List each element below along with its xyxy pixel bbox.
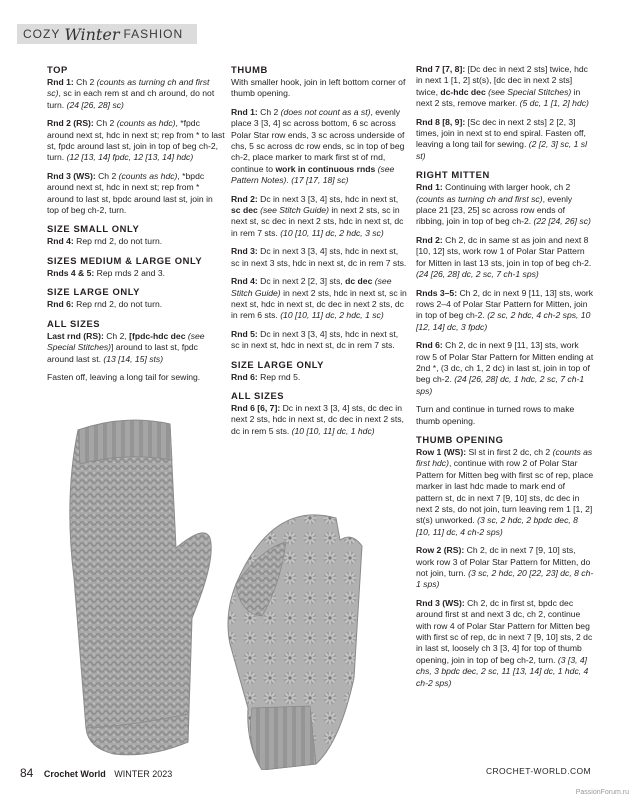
thumb-rnd7-8: Rnd 7 [7, 8]: [Dc dec in next 2 sts] twice, hdc in next 1 [1, 2] st(s), [dc dec in next 2 sts] twice, dc-hdc dec (see Special Stitches) in next 2 sts, remove marker. (5 dc, 1 [1, 2] hdc) <box>416 64 589 109</box>
watermark: PassionForum.ru <box>575 789 629 796</box>
heading-size-small: SIZE SMALL ONLY <box>47 223 140 235</box>
footer-site[interactable]: CROCHET-WORLD.COM <box>485 766 591 776</box>
heading-size-large: SIZE LARGE ONLY <box>47 286 141 298</box>
issue-label: WINTER 2023 <box>114 769 173 779</box>
thumb-opening-row2: Row 2 (RS): Ch 2, dc in next 7 [9, 10] sts, work row 3 of Polar Star Pattern for Mitten, do not join, turn. (3 sc, 2 hdc, 20 [22, 23] dc, 8 ch-1 sps) <box>416 545 594 590</box>
header-word-fashion: FASHION <box>123 27 184 41</box>
thumb-rnd8-9: Rnd 8 [8, 9]: [Sc dec in next 2 sts] 2 [2, 3] times, join in next st to end spiral. Fasten off, leaving a long tail for sewing. (2 [2, 3] sc, 1 sl st) <box>416 116 588 161</box>
column-3 <box>416 64 594 696</box>
header-word-winter: Winter <box>64 24 120 44</box>
thumb-intro: With smaller hook, join in left bottom corner of thumb opening. <box>231 77 406 99</box>
right-mitten <box>228 515 362 770</box>
heading-right-mitten: RIGHT MITTEN <box>416 169 490 181</box>
thumb-opening-rnd3: Rnd 3 (WS): Ch 2, dc in first st, bpdc dec around first st and next 3 dc, ch 2, continue with row 4 of Polar Star Pattern for Mitten beg with first sc of rep, dc in next 7 [9, 10] sts, 2 dc in last st, loosely ch 3 [3, 4] for top of thumb opening, join in top of beg ch-2, turn. (3 [3, 4] chs, 3 bpdc dec, 2 sc, 11 [13, 14] dc, 1 hdc, 4 ch-2 sps) <box>416 597 593 688</box>
instruction-rnd2: Rnd 2 (RS): Ch 2 (counts as hdc), *fpdc around next st, hdc in next st; rep from * to last st, fpdc around last st, join in top of beg ch-2, turn. (12 [13, 14] fpdc, 12 [13, 14] hdc) <box>47 118 225 163</box>
thumb-opening-row1: Row 1 (WS): Sl st in first 2 dc, ch 2 (counts as first hdc), continue with row 2 of Polar Star Pattern for Mitten beg with first sc of rep, place marker in last hdc made to mark end of pattern st, dc in next 7 [9, 10] sts, dc dec in next 2 sts, do not join, turn leaving rem 1 [1, 2] st(s) unworked. (3 sc, 2 hdc, 2 bpdc dec, 8 [10, 11] dc, 4 ch-2 sps) <box>416 446 594 537</box>
instruction-rnd1: Rnd 1: Ch 2 (counts as turning ch and first sc), sc in each rem st and ch around, do not turn. (24 [26, 28] sc) <box>47 77 215 110</box>
thumb-rnd3: Rnd 3: Dc in next 3 [3, 4] sts, hdc in next st, sc in next 3 sts, hdc in next st, dc in rem 7 sts. <box>231 246 407 268</box>
heading-thumb-all-sizes: ALL SIZES <box>231 389 285 401</box>
thumb-rnd5: Rnd 5: Dc in next 3 [3, 4] sts, hdc in next st, sc in next st, hdc in next st, dc in rem 7 sts. <box>231 328 399 351</box>
heading-thumb-size-large: SIZE LARGE ONLY <box>231 358 325 370</box>
instruction-rnd4: Rnd 4: Rep rnd 2, do not turn. <box>47 236 163 247</box>
thumb-rnd1: Rnd 1: Ch 2 (does not count as a st), evenly place 3 [3, 4] sc across bottom, 6 sc across Polar Star row ends, 3 sc across underside of chs, 5 sc across dc row ends, sc in top of beg ch-2, place marker to mark first st of rnd, continue to work in continuous rnds (see Pattern Notes). (17 [17, 18] sc) <box>231 106 405 186</box>
instruction-rnd3: Rnd 3 (WS): Ch 2 (counts as hdc), *bpdc around next st, hdc in next st; rep from * around to last st, bpdc around last st, join in top of beg ch-2, turn. <box>47 170 213 216</box>
thumb-rnd4: Rnd 4: Dc in next 2 [2, 3] sts, dc dec (see Stitch Guide) in next 2 sts, hdc in next st, sc in next st, hdc in next st, dc dec in next 2 sts, dc in rem 6 sts. (10 [10, 11] dc, 2 hdc, 1 sc) <box>231 276 407 321</box>
mitten-rnds3-5: Rnds 3–5: Ch 2, dc in next 9 [11, 13] sts, work rows 2–4 of Polar Star Pattern for Mitten, join in top of beg ch-2. (2 sc, 2 hdc, 4 ch-2 sps, 10 [12, 14] dc, 3 fpdc) <box>416 287 594 332</box>
thumb-rnd2: Rnd 2: Dc in next 3 [3, 4] sts, hdc in next st, sc dec (see Stitch Guide) in next 2 sts, sc in next st, sc dec in next 2 sts, hdc in next st, dc in rem 7 sts. (10 [10, 11] dc, 2 hdc, 3 sc) <box>231 193 404 238</box>
magazine-name: Crochet World <box>43 769 106 779</box>
instruction-last-rnd: Last rnd (RS): Ch 2, [fpdc-hdc dec (see Special Stitches)] around to last st, fpdc around last st. (13 [14, 15] sts) <box>47 330 205 364</box>
footer-left <box>20 766 172 780</box>
heading-size-medium-large: SIZES MEDIUM & LARGE ONLY <box>47 254 203 266</box>
heading-all-sizes: ALL SIZES <box>47 317 101 329</box>
mitten-turn-note: Turn and continue in turned rows to make thumb opening. <box>416 404 575 426</box>
thumb-rnd6: Rnd 6: Rep rnd 5. <box>231 371 301 382</box>
header-word-cozy: COZY <box>23 27 61 41</box>
heading-top: TOP <box>47 64 68 75</box>
heading-thumb: THUMB <box>231 64 268 75</box>
section-header <box>17 24 197 44</box>
column-2 <box>231 64 409 444</box>
page-number: 84 <box>20 766 34 780</box>
mitten-rnd1: Rnd 1: Continuing with larger hook, ch 2 (counts as turning ch and first sc), evenly place 21 [23, 25] sc across row ends of ribbing, join in top of beg ch-2. (22 [24, 26] sc) <box>416 182 591 227</box>
heading-thumb-opening: THUMB OPENING <box>416 433 504 445</box>
instruction-rnds4-5: Rnds 4 & 5: Rep rnds 2 and 3. <box>47 267 165 278</box>
mitten-rnd6: Rnd 6: Ch 2, dc in next 9 [11, 13] sts, work row 5 of Polar Star Pattern for Mitten ending at 2nd *, (3 dc, ch 1, 2 dc) in last st, join in top of beg ch-2. (24 [26, 28] dc, 1 hdc, 2 sc, 7 ch-1 sps) <box>416 340 594 396</box>
mittens-photo <box>40 408 380 770</box>
thumb-rnd6-7: Rnd 6 [6, 7]: Dc in next 3 [3, 4] sts, dc dec in next 2 sts, hdc in next st, dc dec in next 2 sts, dc in rem 5 sts. (10 [10, 11] dc, 1 hdc) <box>231 402 404 436</box>
instruction-rnd6: Rnd 6: Rep rnd 2, do not turn. <box>47 299 163 310</box>
instruction-fasten-off: Fasten off, leaving a long tail for sewing. <box>47 371 201 382</box>
mitten-rnd2: Rnd 2: Ch 2, dc in same st as join and next 8 [10, 12] sts, work row 1 of Polar Star Pattern for Mitten in last 13 sts, join in top of beg ch-2. (24 [26, 28] dc, 2 sc, 7 ch-1 sps) <box>416 234 592 280</box>
left-mitten <box>70 420 211 755</box>
column-1 <box>47 64 225 390</box>
